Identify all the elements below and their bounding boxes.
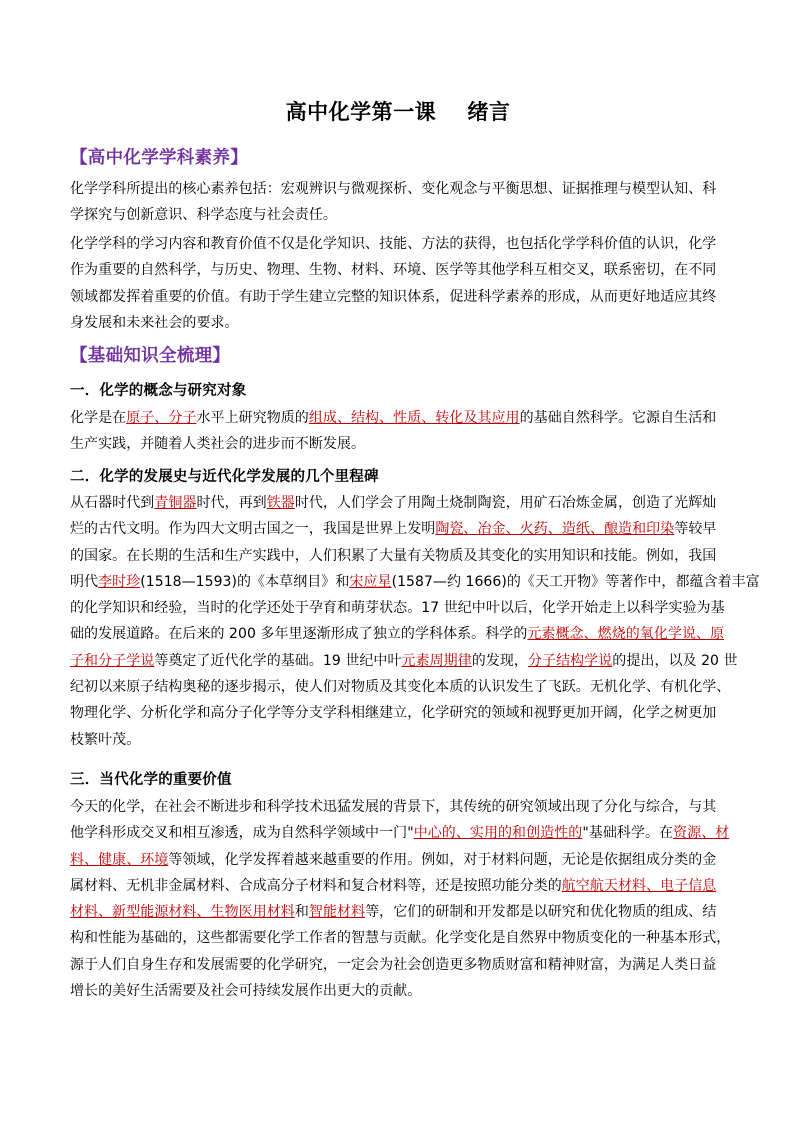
literacy-paragraph-1 xyxy=(70,176,726,229)
text-line: 身发展和未来社会的要求。 xyxy=(70,314,239,331)
key-term: 陶瓷 xyxy=(435,521,464,538)
text-line: 他学科形成交叉和相互渗透，成为自然科学领域中一门"中心的、实用的和创造性的"基础科学。在资源、材 xyxy=(70,825,730,842)
key-term: 组成、结构、性质、转化及其应用 xyxy=(308,410,520,426)
key-term: 印染 xyxy=(646,521,675,538)
key-term: 元素概念 xyxy=(527,626,584,643)
section-heading-basics: 【基础知识全梳理】 xyxy=(70,346,231,366)
text-line: 的国家。在长期的生活和生产实践中，人们积累了大量有关物质及其变化的实用知识和技能。例如，我国 xyxy=(70,547,717,564)
text-line: 的化学知识和经验，当时的化学还处于孕育和萌芽状态。17 世纪中叶以后，化学开始走上以科学实验为基 xyxy=(70,600,725,617)
page-title: 高中化学第一课 绪言 xyxy=(285,99,511,124)
key-term: 酿造 xyxy=(604,521,633,538)
key-term: 造纸 xyxy=(561,521,590,538)
key-term: 李时珍 xyxy=(98,573,141,590)
text-line: 料、健康、环境等领域，化学发挥着越来越重要的作用。例如，对于材料问题，无论是依据组成分类的金 xyxy=(70,851,717,868)
concept-paragraph xyxy=(70,405,726,458)
section-heading-literacy: 【高中化学学科素养】 xyxy=(70,148,248,168)
history-paragraph xyxy=(70,490,760,753)
key-term: 铁器 xyxy=(266,495,295,511)
key-term: 宋应星 xyxy=(349,573,392,590)
key-term: 材料 xyxy=(70,904,99,921)
text-line: 枝繁叶茂。 xyxy=(70,731,141,748)
text-line: 学探究与创新意识、科学态度与社会责任。 xyxy=(70,207,337,224)
text-line: 烂的古代文明。作为四大文明古国之一，我国是世界上发明陶瓷、冶金、火药、造纸、酿造和印染等较早 xyxy=(70,521,717,538)
text-line: 今天的化学，在社会不断进步和科学技术迅猛发展的背景下，其传统的研究领域出现了分化与综合，与其 xyxy=(70,799,717,815)
text-line: 化学学科的学习内容和教育价值不仅是化学知识、技能、方法的获得，也包括化学学科价值的认识，化学 xyxy=(70,236,717,252)
text-line: 增长的美好生活需要及社会可持续发展作出更大的贡献。 xyxy=(70,983,422,1000)
key-term: 航空航天材料 xyxy=(561,877,647,894)
subsection-heading-concept: 一．化学的概念与研究对象 xyxy=(70,383,247,399)
key-term: 原 xyxy=(710,626,725,643)
key-term: 子和分子学说 xyxy=(70,652,155,669)
text-line: 明代李时珍(1518—1593)的《本草纲目》和宋应星(1587—约 1666)的《天工开物》等著作中，都蕴含着丰富 xyxy=(70,573,760,590)
text-line: 领域都发挥着重要的价值。有助于学生建立完整的知识体系，促进科学素养的形成，从而更好地适应其终 xyxy=(70,288,717,305)
key-term: 新型能源材料 xyxy=(112,904,197,921)
subsection-heading-value: 三．当代化学的重要价值 xyxy=(70,772,232,788)
text-line: 纪初以来原子结构奥秘的逐步揭示，使人们对物质及其变化本质的认识发生了飞跃。无机化学、有机化学、 xyxy=(70,679,731,696)
key-term: 青铜器 xyxy=(154,495,197,511)
key-term: 资源、材 xyxy=(673,825,730,842)
text-line: 源于人们自身生存和发展需要的化学研究，一定会为社会创造更多物质财富和精神财富，为满足人类日益 xyxy=(70,956,717,973)
key-term: 冶金 xyxy=(477,521,506,538)
subsection-heading-history: 二．化学的发展史与近代化学发展的几个里程碑 xyxy=(70,469,379,485)
text-line: 子和分子学说等奠定了近代化学的基础。19 世纪中叶元素周期律的发现，分子结构学说的提出，以及 20 世 xyxy=(70,652,738,669)
key-term: 原子、分子 xyxy=(126,410,197,426)
key-term: 生物医用材料 xyxy=(210,904,295,921)
key-term: 电子信息 xyxy=(660,877,717,894)
text-line: 作为重要的自然科学，与历史、物理、生物、材料、环境、医学等其他学科互相交叉，联系密切，在不同 xyxy=(70,262,717,279)
text-line: 构和性能为基础的，这些都需要化学工作者的智慧与贡献。化学变化是自然界中物质变化的一种基本形式， xyxy=(70,930,731,947)
literacy-paragraph-2 xyxy=(70,231,726,336)
key-term: 火药 xyxy=(519,521,548,538)
key-term: 智能材料 xyxy=(308,904,366,921)
text-line: 材料、新型能源材料、生物医用材料和智能材料等，它们的研制和开发都是以研究和优化物质的组成、结 xyxy=(70,904,717,921)
key-term: 料、健康、环境 xyxy=(70,851,169,868)
value-paragraph xyxy=(70,794,731,1004)
key-term: 燃烧的氧化学说 xyxy=(597,626,696,643)
text-line: 化学学科所提出的核心素养包括：宏观辨识与微观探析、变化观念与平衡思想、证据推理与模型认知、科 xyxy=(70,181,717,197)
text-line: 物理化学、分析化学和高分子化学等分支学科相继建立，化学研究的领域和视野更加开阔，化学之树更加 xyxy=(70,705,717,722)
key-term: 分子结构学说 xyxy=(527,652,613,669)
text-line: 属材料、无机非金属材料、合成高分子材料和复合材料等，还是按照功能分类的航空航天材料、电子信息 xyxy=(70,877,717,894)
text-line: 化学是在原子、分子水平上研究物质的组成、结构、性质、转化及其应用的基础自然科学。它源自生活和 xyxy=(70,410,717,426)
key-term: 中心的、实用的和创造性的 xyxy=(413,825,583,842)
text-line: 生产实践，并随着人类社会的进步而不断发展。 xyxy=(70,436,366,453)
text-line: 从石器时代到青铜器时代，再到铁器时代，人们学会了用陶土烧制陶瓷，用矿石冶炼金属，创造了光辉灿 xyxy=(70,495,717,511)
key-term: 元素周期律 xyxy=(401,652,472,669)
text-line: 础的发展道路。在后来的 200 多年里逐渐形成了独立的学科体系。科学的元素概念、燃烧的氧化学说、原 xyxy=(70,626,725,643)
